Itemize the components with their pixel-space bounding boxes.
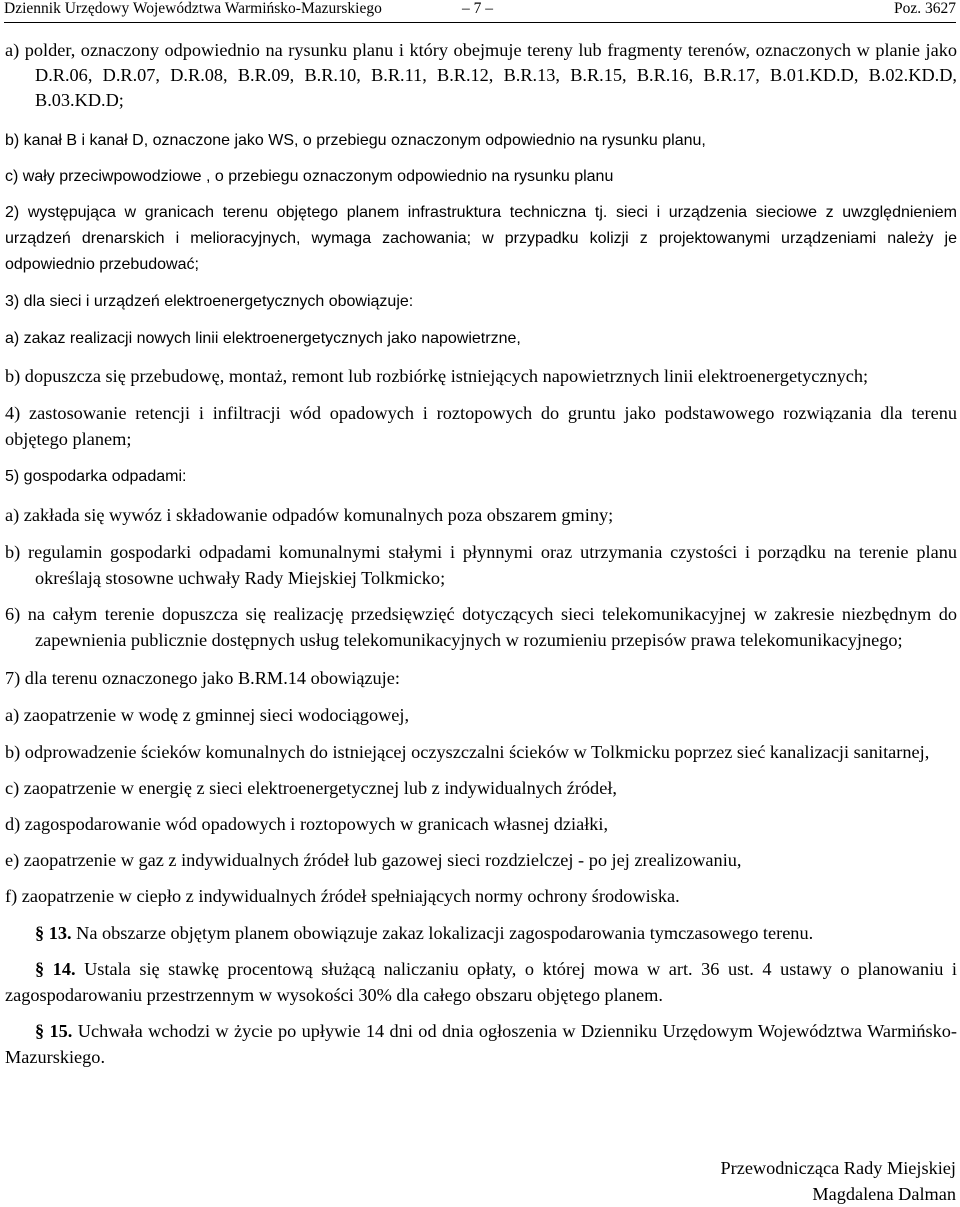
item-7-brm14: 7) dla terenu oznaczonego jako B.RM.14 obowiązuje:: [5, 668, 400, 688]
item-6-telecom: 6) na całym terenie dopuszcza się realizację przedsięwzięć dotyczących sieci telekomunikacyjnej w zakresie niezbędnym do zapewnienia publicznie dostępnych usług telekomunikacyjnych w rozumieniu przepisów prawa telekomunikacyjnego;: [5, 604, 957, 650]
signature-name: Magdalena Dalman: [812, 1184, 956, 1204]
paragraph-15-number: § 15.: [35, 1021, 73, 1041]
page-header: [4, 0, 956, 23]
item-7a: a) zaopatrzenie w wodę z gminnej sieci wodociągowej,: [5, 705, 410, 725]
item-5-waste: 5) gospodarka odpadami:: [5, 468, 187, 485]
item-7e: e) zaopatrzenie w gaz z indywidualnych źródeł lub gazowej sieci rozdzielczej - po jej zrealizowaniu,: [5, 850, 742, 870]
paragraph-14: [5, 956, 957, 1008]
paragraph-13-number: § 13.: [35, 923, 72, 943]
position-number: Poz. 3627: [894, 0, 956, 17]
signature-block: [720, 1155, 956, 1207]
item-c-levees: c) wały przeciwpowodziowe , o przebiegu oznaczonym odpowiednio na rysunku planu: [5, 168, 614, 185]
item-4-retention: 4) zastosowanie retencji i infiltracji wód opadowych i roztopowych do gruntu jako podstawowego rozwiązania dla terenu objętego planem;: [5, 403, 957, 449]
item-7b: b) odprowadzenie ścieków komunalnych do istniejącej oczyszczalni ścieków w Tolkmicku poprzez sieć kanalizacji sanitarnej,: [5, 742, 930, 762]
paragraph-15: [5, 1018, 957, 1070]
paragraph-13-text: Na obszarze objętym planem obowiązuje zakaz lokalizacji zagospodarowania tymczasowego terenu.: [71, 923, 814, 943]
item-a-polder: a) polder, oznaczony odpowiednio na rysunku planu i który obejmuje tereny lub fragmenty terenów, oznaczonych w planie jako D.R.06, D.R.07, D.R.08, B.R.09, B.R.10, B.R.11, B.R.12, B.R.13, B.R.15, B.R.16, B.R.17, B.01.KD.D, B.02.KD.D, B.03.KD.D;: [5, 40, 957, 110]
item-3-power-grid: 3) dla sieci i urządzeń elektroenergetycznych obowiązuje:: [5, 293, 414, 310]
paragraph-14-text: Ustala się stawkę procentową służącą naliczaniu opłaty, o której mowa w art. 36 ust. 4 ustawy o planowaniu i zagospodarowaniu przestrzennym w wysokości 30% dla całego obszaru objętego planem.: [5, 959, 958, 1005]
item-7c: c) zaopatrzenie w energię z sieci elektroenergetycznej lub z indywidualnych źródeł,: [5, 778, 617, 798]
paragraph-15-text: Uchwała wchodzi w życie po upływie 14 dni od dnia ogłoszenia w Dzienniku Urzędowym Województwa Warmińsko-Mazurskiego.: [5, 1021, 957, 1067]
item-3a: a) zakaz realizacji nowych linii elektroenergetycznych jako napowietrzne,: [5, 330, 521, 347]
paragraph-14-number: § 14.: [35, 959, 76, 979]
item-3b: b) dopuszcza się przebudowę, montaż, remont lub rozbiórkę istniejących napowietrznych linii elektroenergetycznych;: [5, 366, 869, 386]
paragraph-13: [5, 920, 957, 947]
journal-title: Dziennik Urzędowy Województwa Warmińsko-Mazurskiego: [4, 0, 382, 17]
item-5b: b) regulamin gospodarki odpadami komunalnymi stałymi i płynnymi oraz utrzymania czystości i porządku na terenie planu określają stosowne uchwały Rady Miejskiej Tolkmicko;: [5, 542, 957, 588]
item-7f: f) zaopatrzenie w ciepło z indywidualnych źródeł spełniających normy ochrony środowiska.: [5, 886, 680, 906]
item-7d: d) zagospodarowanie wód opadowych i roztopowych w granicach własnej działki,: [5, 814, 609, 834]
page-number: – 7 –: [462, 0, 493, 17]
signature-title: Przewodnicząca Rady Miejskiej: [720, 1158, 956, 1178]
item-b-canal: b) kanał B i kanał D, oznaczone jako WS, o przebiegu oznaczonym odpowiednio na rysunku planu,: [5, 132, 706, 149]
item-5a: a) zakłada się wywóz i składowanie odpadów komunalnych poza obszarem gminy;: [5, 505, 614, 525]
document-body: [5, 38, 957, 1070]
item-2-infrastructure: 2) występująca w granicach terenu objętego planem infrastruktura techniczna tj. sieci i urządzenia sieciowe z uwzględnieniem urządzeń drenarskich i melioracyjnych, wymaga zachowania; w przypadku kolizji z projektowanymi urządzeniami należy je odpowiednio przebudować;: [5, 204, 957, 273]
